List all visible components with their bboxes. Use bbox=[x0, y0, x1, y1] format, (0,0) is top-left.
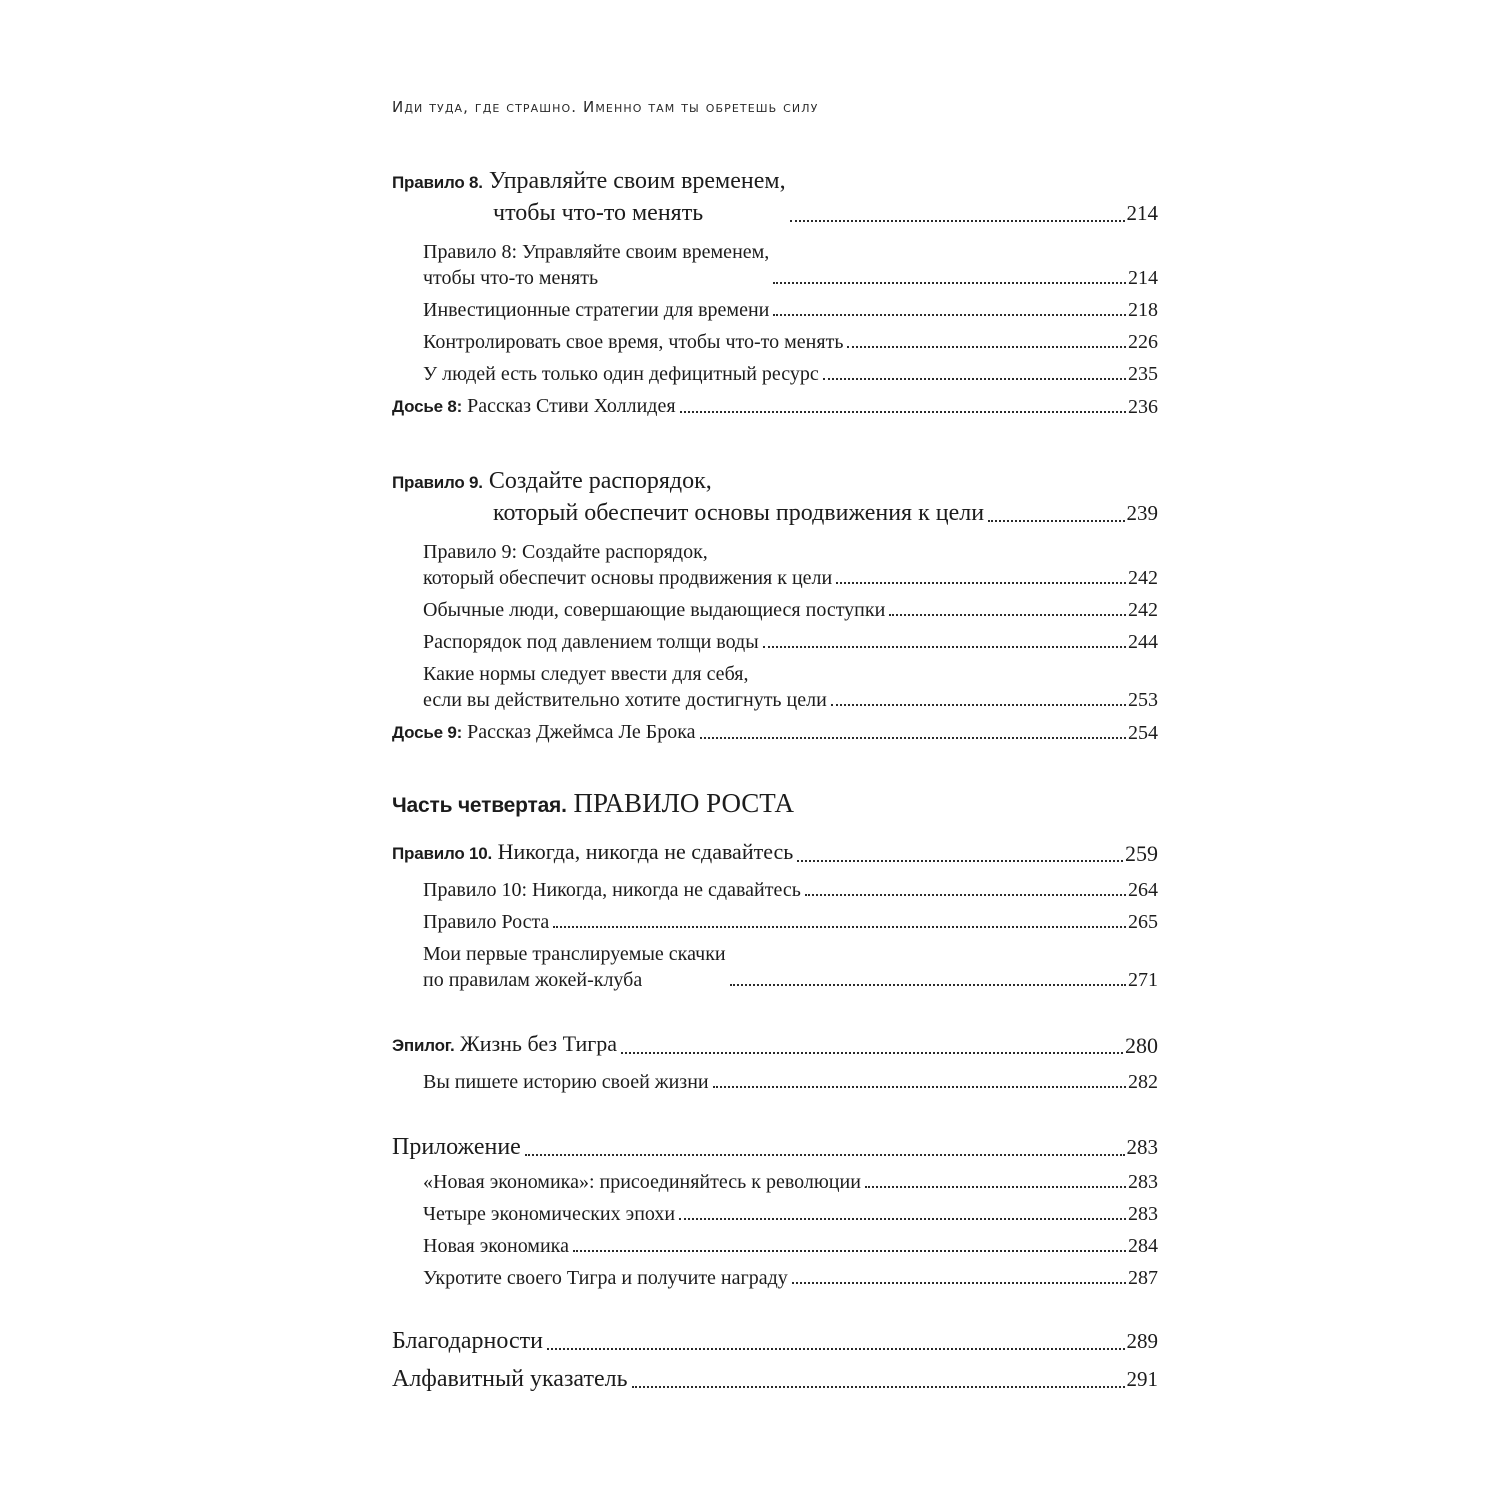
leader-dots bbox=[763, 646, 1126, 648]
page-number: 218 bbox=[1128, 299, 1158, 321]
toc-item-text: Контролировать свое время, чтобы что-то менять bbox=[423, 331, 844, 353]
rule-9-line1: Создайте распорядок, bbox=[488, 468, 712, 494]
toc-item-text: Новая экономика bbox=[423, 1235, 569, 1257]
leader-dots bbox=[805, 894, 1126, 896]
dossier-9-text: Рассказ Джеймса Ле Брока bbox=[467, 721, 696, 743]
page-number: 284 bbox=[1128, 1235, 1158, 1257]
rule-9-title bbox=[392, 466, 984, 529]
leader-dots bbox=[730, 984, 1126, 986]
toc-item-text: Обычные люди, совершающие выдающиеся поступки bbox=[423, 599, 886, 621]
dossier-8-title bbox=[392, 393, 676, 420]
page-number: 283 bbox=[1128, 1203, 1158, 1225]
index-title: Алфавитный указатель bbox=[392, 1366, 628, 1392]
epilogue-text: Жизнь без Тигра bbox=[459, 1031, 618, 1056]
toc-item[interactable] bbox=[392, 941, 1158, 993]
section-gap bbox=[392, 426, 1158, 466]
leader-dots bbox=[679, 1218, 1126, 1220]
page-number: 264 bbox=[1128, 879, 1158, 901]
page-number: 253 bbox=[1128, 689, 1158, 711]
page-number: 214 bbox=[1128, 267, 1158, 289]
page-number: 291 bbox=[1126, 1367, 1158, 1391]
toc-item[interactable] bbox=[392, 1169, 1158, 1195]
toc-item-text: Вы пишете историю своей жизни bbox=[423, 1071, 709, 1093]
toc-item-text: Какие нормы следует ввести для себя, если вы действительно хотите достигнуть цели bbox=[423, 663, 827, 711]
rule-10-lead: Правило 10. bbox=[392, 844, 493, 863]
page-number: 235 bbox=[1128, 363, 1158, 385]
toc-item[interactable] bbox=[392, 539, 1158, 591]
toc-item[interactable] bbox=[392, 361, 1158, 387]
section-gap bbox=[392, 999, 1158, 1029]
page-number: 242 bbox=[1128, 567, 1158, 589]
toc-item[interactable] bbox=[392, 329, 1158, 355]
toc-item[interactable] bbox=[392, 1201, 1158, 1227]
rule-8-lead: Правило 8. bbox=[392, 173, 483, 192]
leader-dots bbox=[525, 1154, 1125, 1156]
dossier-8-lead: Досье 8: bbox=[392, 397, 463, 416]
page-number: 289 bbox=[1126, 1329, 1158, 1353]
toc-item[interactable] bbox=[392, 597, 1158, 623]
toc-acknowledgements[interactable] bbox=[392, 1325, 1158, 1357]
leader-dots bbox=[680, 411, 1126, 413]
leader-dots bbox=[831, 704, 1126, 706]
leader-dots bbox=[823, 378, 1126, 380]
page-number: 280 bbox=[1125, 1033, 1158, 1058]
toc-dossier-9[interactable] bbox=[392, 719, 1158, 746]
toc-item-text: Правило 10: Никогда, никогда не сдавайтесь bbox=[423, 879, 801, 901]
page-number: 226 bbox=[1128, 331, 1158, 353]
toc-item[interactable] bbox=[392, 877, 1158, 903]
page-number: 214 bbox=[1126, 201, 1158, 225]
page-number: 283 bbox=[1128, 1171, 1158, 1193]
page-number: 287 bbox=[1128, 1267, 1158, 1289]
page-number: 244 bbox=[1128, 631, 1158, 653]
page-number: 239 bbox=[1126, 501, 1158, 525]
rule-9-items bbox=[392, 539, 1158, 713]
leader-dots bbox=[988, 520, 1124, 522]
leader-dots bbox=[847, 346, 1126, 348]
toc-item[interactable] bbox=[392, 239, 1158, 291]
epilogue-title bbox=[392, 1029, 617, 1061]
rule-10-title bbox=[392, 837, 793, 869]
leader-dots bbox=[553, 926, 1126, 928]
page-number: 259 bbox=[1125, 841, 1158, 866]
toc-item-text: Укротите своего Тигра и получите награду bbox=[423, 1267, 788, 1289]
toc-item-text: Четыре экономических эпохи bbox=[423, 1203, 676, 1225]
toc-item[interactable] bbox=[392, 909, 1158, 935]
leader-dots bbox=[632, 1386, 1125, 1388]
toc-item-text: «Новая экономика»: присоединяйтесь к революции bbox=[423, 1171, 861, 1193]
part-four-lead: Часть четвертая. bbox=[392, 794, 567, 817]
section-gap bbox=[392, 1101, 1158, 1131]
page-number: 265 bbox=[1128, 911, 1158, 933]
page-number: 282 bbox=[1128, 1071, 1158, 1093]
leader-dots bbox=[797, 860, 1123, 862]
page-number: 254 bbox=[1128, 722, 1158, 744]
section-gap bbox=[392, 1297, 1158, 1325]
toc-item-text: У людей есть только один дефицитный ресурс bbox=[423, 363, 819, 385]
toc-item-text: Правило 8: Управляйте своим временем, чтобы что-то менять bbox=[423, 241, 770, 289]
leader-dots bbox=[889, 614, 1126, 616]
part-four-heading bbox=[392, 786, 1158, 823]
dossier-8-text: Рассказ Стиви Холлидея bbox=[467, 395, 676, 417]
rule-8-title bbox=[392, 166, 786, 229]
toc-item[interactable] bbox=[392, 297, 1158, 323]
appendix-title: Приложение bbox=[392, 1134, 521, 1160]
toc-item-text: Правило 9: Создайте распорядок, который обеспечит основы продвижения к цели bbox=[423, 541, 833, 589]
toc-rule-10[interactable] bbox=[392, 837, 1158, 869]
toc-epilogue[interactable] bbox=[392, 1029, 1158, 1061]
toc-item[interactable] bbox=[392, 629, 1158, 655]
toc-page bbox=[392, 98, 1158, 1401]
epilogue-lead: Эпилог. bbox=[392, 1036, 455, 1055]
toc-appendix[interactable] bbox=[392, 1131, 1158, 1163]
acknowledgements-title: Благодарности bbox=[392, 1328, 543, 1354]
leader-dots bbox=[713, 1086, 1126, 1088]
toc-item[interactable] bbox=[392, 1265, 1158, 1291]
page-number: 236 bbox=[1128, 396, 1158, 418]
toc-dossier-8[interactable] bbox=[392, 393, 1158, 420]
running-head: Иди туда, где страшно. Именно там ты обретешь силу bbox=[392, 98, 819, 116]
rule-10-text: Никогда, никогда не сдавайтесь bbox=[497, 839, 794, 864]
part-four-title: ПРАВИЛО РОСТА bbox=[573, 788, 794, 818]
rule-9-lead: Правило 9. bbox=[392, 473, 483, 492]
rule-8-line1: Управляйте своим временем, bbox=[488, 168, 786, 194]
leader-dots bbox=[865, 1186, 1126, 1188]
leader-dots bbox=[700, 737, 1126, 739]
leader-dots bbox=[792, 1282, 1126, 1284]
rule-10-items bbox=[392, 877, 1158, 993]
rule-9-line2: который обеспечит основы продвижения к цели bbox=[493, 500, 985, 526]
toc-rule-9[interactable] bbox=[392, 466, 1158, 529]
rule-8-items bbox=[392, 239, 1158, 387]
appendix-items bbox=[392, 1169, 1158, 1291]
leader-dots bbox=[790, 220, 1125, 222]
toc-item-text: Правило Роста bbox=[423, 911, 550, 933]
toc-rule-8[interactable] bbox=[392, 166, 1158, 229]
rule-8-line2: чтобы что-то менять bbox=[493, 200, 704, 226]
leader-dots bbox=[547, 1348, 1125, 1350]
toc-item-text: Распорядок под давлением толщи воды bbox=[423, 631, 759, 653]
leader-dots bbox=[773, 314, 1126, 316]
toc-index[interactable] bbox=[392, 1363, 1158, 1395]
toc-item-text: Мои первые транслируемые скачки по правилам жокей-клуба bbox=[423, 943, 726, 991]
dossier-9-title bbox=[392, 719, 696, 746]
page-number: 283 bbox=[1126, 1135, 1158, 1159]
dossier-9-lead: Досье 9: bbox=[392, 723, 463, 742]
toc-item[interactable] bbox=[392, 1233, 1158, 1259]
toc-item-text: Инвестиционные стратегии для времени bbox=[423, 299, 770, 321]
leader-dots bbox=[836, 582, 1126, 584]
toc-item[interactable] bbox=[392, 661, 1158, 713]
leader-dots bbox=[573, 1250, 1126, 1252]
page-number: 242 bbox=[1128, 599, 1158, 621]
leader-dots bbox=[621, 1052, 1123, 1054]
leader-dots bbox=[773, 282, 1126, 284]
toc-item[interactable] bbox=[392, 1069, 1158, 1095]
page-number: 271 bbox=[1128, 969, 1158, 991]
